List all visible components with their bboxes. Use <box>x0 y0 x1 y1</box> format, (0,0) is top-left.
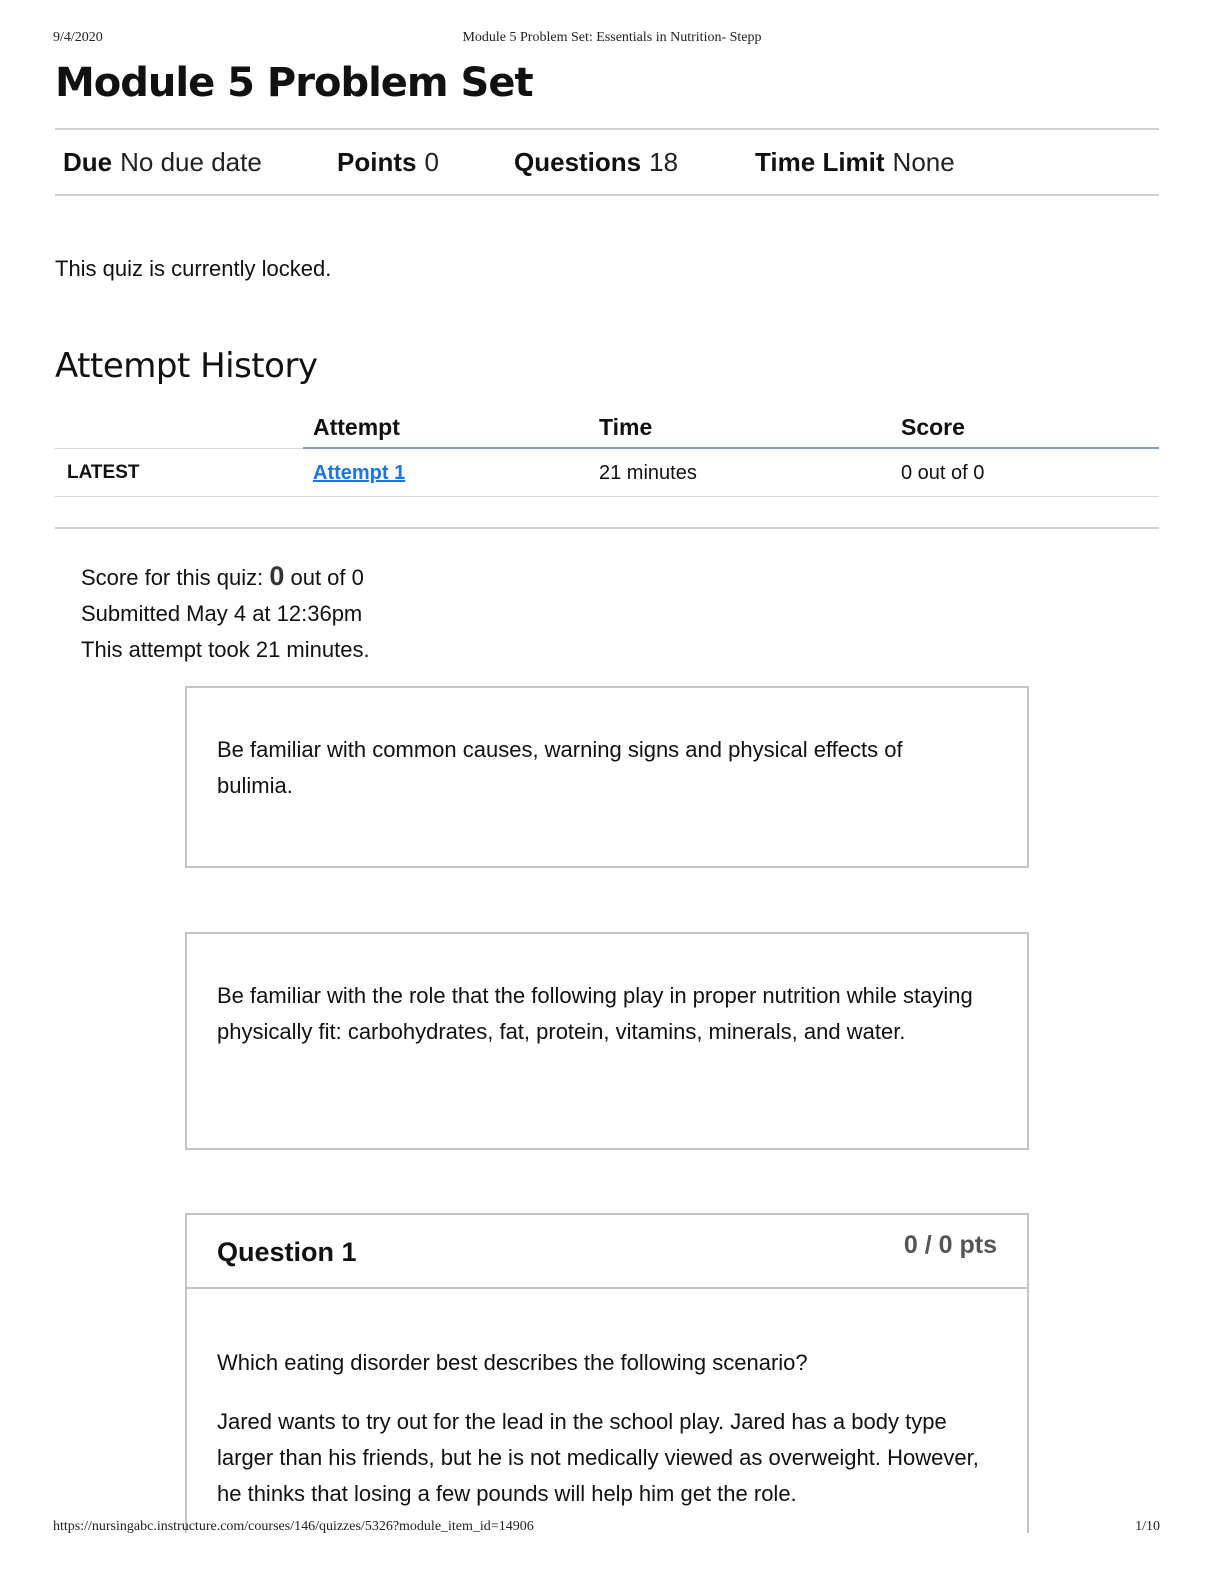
attempt-score: 0 out of 0 <box>901 462 985 484</box>
score-value: 0 <box>269 561 285 591</box>
submitted-line: Submitted May 4 at 12:36pm <box>81 601 363 626</box>
latest-label: LATEST <box>67 462 140 483</box>
score-line <box>81 558 370 596</box>
question-scenario: Jared wants to try out for the lead in the school play. Jared has a body type larger than his friends, but he is not medically viewed as overweight. However, he thinks that losing a few pounds will help him get the role. <box>217 1409 979 1506</box>
question-header <box>187 1215 1027 1289</box>
quiz-locked-message: This quiz is currently locked. <box>55 256 332 281</box>
questions-value: 18 <box>649 147 679 177</box>
text-block-content: Be familiar with the role that the following play in proper nutrition while staying physically fit: carbohydrates, fat, protein, vitamins, minerals, and water. <box>217 983 973 1044</box>
attempt-1-link[interactable]: Attempt 1 <box>313 462 406 484</box>
score-suffix: out of 0 <box>290 565 364 590</box>
quiz-meta-bar <box>55 128 1159 196</box>
attempt-history-title: Attempt History <box>55 346 318 386</box>
column-header-score: Score <box>901 414 965 440</box>
time-limit-meta <box>755 147 955 178</box>
print-date: 9/4/2020 <box>53 30 103 45</box>
page-number: 1/10 <box>1135 1519 1160 1534</box>
due-value: No due date <box>120 147 262 177</box>
header-rule-left <box>55 448 303 449</box>
due-label: Due <box>63 147 113 177</box>
question-title: Question 1 <box>217 1237 357 1267</box>
question-card <box>185 1213 1029 1533</box>
question-points: 0 / 0 pts <box>903 1231 997 1259</box>
points-value: 0 <box>424 147 439 177</box>
time-limit-label: Time Limit <box>755 147 885 177</box>
print-document-title: Module 5 Problem Set: Essentials in Nutrition- Stepp <box>462 30 762 45</box>
print-header <box>0 30 1224 50</box>
questions-meta <box>514 147 678 178</box>
text-block <box>185 932 1029 1150</box>
header-rule <box>303 447 1159 449</box>
questions-label: Questions <box>514 147 642 177</box>
text-block <box>185 686 1029 868</box>
text-block-content: Be familiar with common causes, warning signs and physical effects of bulimia. <box>217 737 903 798</box>
due-meta <box>63 147 262 178</box>
question-prompt: Which eating disorder best describes the following scenario? <box>217 1350 808 1375</box>
duration-line: This attempt took 21 minutes. <box>81 637 370 662</box>
column-header-attempt: Attempt <box>313 414 400 440</box>
score-prefix: Score for this quiz: <box>81 565 264 590</box>
print-footer <box>0 1519 1224 1539</box>
quiz-summary <box>81 558 370 668</box>
section-divider <box>55 527 1159 529</box>
print-url: https://nursingabc.instructure.com/courses/146/quizzes/5326?module_item_id=14906 <box>53 1519 534 1534</box>
column-header-time: Time <box>599 414 653 440</box>
row-rule <box>55 496 1159 497</box>
attempt-history-table <box>55 406 1159 498</box>
points-meta <box>337 147 439 178</box>
time-limit-value: None <box>892 147 955 177</box>
page-title: Module 5 Problem Set <box>55 60 533 106</box>
attempt-time: 21 minutes <box>599 462 697 484</box>
points-label: Points <box>337 147 417 177</box>
